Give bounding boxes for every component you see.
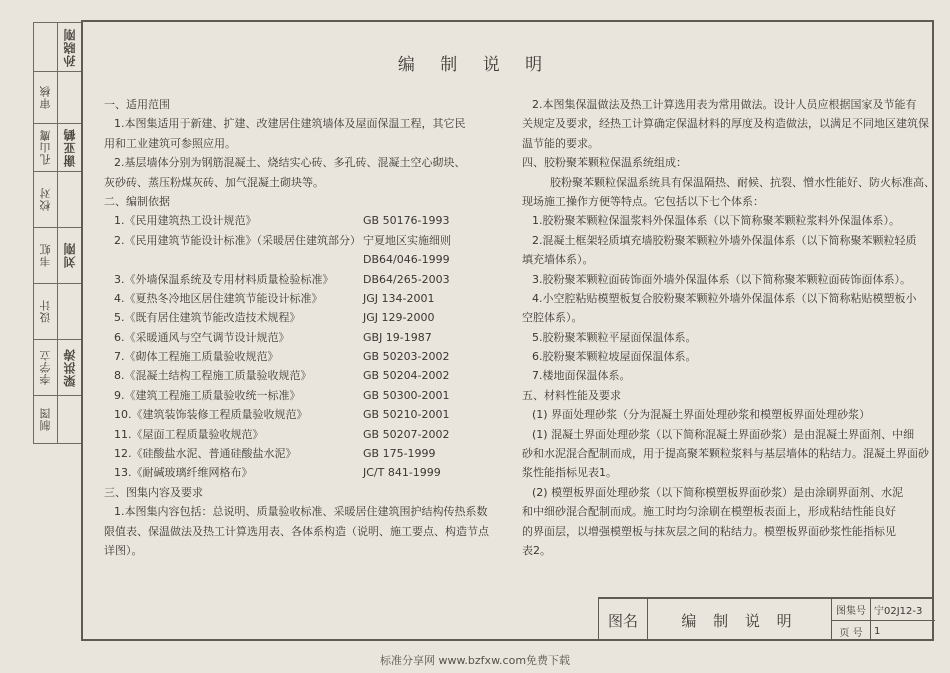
standard-code: GB 50300-2001	[363, 388, 450, 402]
line-text: 1.胶粉聚苯颗粒保温浆料外保温体系（以下简称聚苯颗粒浆料外保温体系）。	[532, 214, 900, 228]
line-text: 2.混凝土框架轻质填充墙胶粉聚苯颗粒外墙外保温体系（以下简称聚苯颗粒轻质	[532, 233, 917, 247]
signature-cell	[34, 395, 81, 443]
signature-role-text: 设计	[38, 299, 52, 323]
text-line	[522, 405, 935, 424]
signature-name-text: 孙晓刚	[63, 27, 77, 67]
line-text: 4.《夏热冬冷地区居住建筑节能设计标准》	[114, 291, 323, 305]
right-text-column	[522, 95, 935, 560]
line-text: 6.《采暖通风与空气调节设计规范》	[114, 330, 290, 344]
text-line	[104, 328, 489, 347]
section-heading	[104, 192, 489, 211]
text-line	[104, 270, 489, 289]
page-number: 1	[874, 625, 881, 637]
line-text: 3.《外墙保温系统及专用材料质量检验标准》	[114, 272, 334, 286]
text-line	[522, 134, 935, 153]
line-text: 12.《硅酸盐水泥、普通硅酸盐水泥》	[114, 447, 297, 461]
text-line	[104, 444, 489, 463]
text-line	[522, 95, 935, 114]
line-text: 2.基层墙体分别为钢筋混凝土、烧结实心砖、多孔砖、混凝土空心砌块、	[114, 156, 466, 170]
line-text: 关规定及要求，经热工计算确定保温材料的厚度及构造做法，以满足不同地区建筑保	[522, 117, 929, 131]
line-text: (1) 界面处理砂浆（分为混凝土界面处理砂浆和模塑板界面处理砂浆）	[532, 408, 871, 422]
signature-role	[34, 283, 58, 339]
line-text: 7.《砌体工程施工质量验收规范》	[114, 350, 279, 364]
line-text: 详图）。	[104, 543, 143, 557]
text-line	[522, 522, 935, 541]
title-block-name-label: 图名	[599, 599, 648, 641]
text-line	[104, 502, 489, 521]
line-text: 灰砂砖、蒸压粉煤灰砖、加气混凝土砌块等。	[104, 175, 324, 189]
signature-name-text: 梁洪涛	[63, 347, 77, 387]
text-line	[522, 425, 935, 444]
standard-code: GB 50203-2002	[363, 350, 450, 364]
line-text: 的界面层，以增强模塑板与抹灰层之间的粘结力。模塑板界面砂浆性能指标见	[522, 524, 896, 538]
text-line	[522, 211, 935, 230]
title-block-drawing-name: 编 制 说 明	[648, 599, 832, 641]
line-text: (1) 混凝土界面处理砂浆（以下简称混凝土界面砂浆）是由混凝土界面剂、中细	[532, 427, 915, 441]
signature-cell	[34, 123, 81, 172]
signature-name	[58, 227, 81, 283]
text-line	[104, 231, 489, 250]
line-text: 10.《建筑装饰装修工程质量验收规范》	[114, 408, 308, 422]
standard-code: JGJ 129-2000	[363, 311, 435, 325]
line-text: 三、图集内容及要求	[104, 485, 203, 499]
line-text: 2.《民用建筑节能设计标准》（采暖居住建筑部分）	[114, 233, 361, 247]
signature-name	[58, 123, 81, 171]
text-line	[104, 173, 489, 192]
text-line	[104, 347, 489, 366]
signature-name	[58, 395, 81, 443]
section-heading	[522, 153, 935, 172]
line-text: (2) 模塑板界面处理砂浆（以下简称模塑板界面砂浆）是由涂刷界面剂、水泥	[532, 485, 904, 499]
line-text: 二、编制依据	[104, 194, 170, 208]
line-text: 1.《民用建筑热工设计规范》	[114, 214, 257, 228]
standard-code: JC/T 841-1999	[363, 466, 441, 480]
line-text: 表2。	[522, 543, 551, 557]
signature-role-text: 制图	[38, 407, 52, 431]
text-line	[104, 405, 489, 424]
page-title: 编 制 说 明	[397, 55, 553, 75]
signature-name-text: 谢亚鹤	[63, 127, 77, 167]
signature-role	[34, 339, 58, 395]
line-text: 1.本图集适用于新建、扩建、改建居住建筑墙体及屋面保温工程，其它民	[114, 117, 466, 131]
line-text: 11.《屋面工程质量验收规范》	[114, 427, 264, 441]
signature-cell	[34, 227, 81, 284]
text-line	[104, 463, 489, 482]
line-text: 8.《混凝土结构工程施工质量验收规范》	[114, 369, 312, 383]
text-line	[522, 463, 935, 482]
text-line	[522, 502, 935, 521]
left-text-column	[104, 95, 489, 560]
text-line	[522, 173, 935, 192]
line-text: 浆性能指标见表1。	[522, 466, 617, 480]
signature-role	[34, 395, 58, 443]
line-text: 四、胶粉聚苯颗粒保温系统组成：	[522, 156, 687, 170]
standard-code: GBJ 19-1987	[363, 330, 432, 344]
signature-role	[34, 71, 58, 123]
text-line	[104, 366, 489, 385]
standard-code: DB64/265-2003	[363, 272, 450, 286]
text-line	[522, 541, 935, 560]
signature-name	[58, 171, 81, 227]
line-text: 限值表、保温做法及热工计算选用表、各体系构造（说明、施工要点、构造节点	[104, 524, 489, 538]
line-text: 和中细砂混合配制而成。施工时均匀涂刷在模塑板表面上，形成粘结性能良好	[522, 505, 896, 519]
signature-strip	[33, 22, 82, 444]
text-line	[104, 211, 489, 230]
signature-cell	[34, 283, 81, 340]
text-line	[104, 541, 489, 560]
signature-role	[34, 171, 58, 227]
text-line	[104, 522, 489, 541]
text-line	[104, 250, 489, 269]
text-line	[522, 308, 935, 327]
text-line	[522, 231, 935, 250]
line-text: 2.本图集保温做法及热工计算选用表为常用做法。设计人员应根据国家及节能有	[532, 98, 917, 111]
line-text: 用和工业建筑可参照应用。	[104, 136, 236, 150]
text-line	[522, 250, 935, 269]
signature-cell	[34, 171, 81, 228]
line-text: 温节能的要求。	[522, 136, 599, 150]
line-text: 空腔体系）。	[522, 311, 583, 325]
standard-code: GB 50210-2001	[363, 408, 450, 422]
standard-code: GB 50176-1993	[363, 214, 450, 228]
line-text: 4.小空腔粘贴模塑板复合胶粉聚苯颗粒外墙外保温体系（以下简称粘贴模塑板小	[532, 291, 917, 305]
line-text: 胶粉聚苯颗粒保温系统具有保温隔热、耐候、抗裂、憎水性能好、防火标准高、	[550, 175, 935, 189]
text-line	[104, 153, 489, 172]
signature-role-text: 韦虹	[38, 243, 52, 267]
section-heading	[522, 386, 935, 405]
title-block-page-row	[832, 621, 935, 641]
text-line	[522, 192, 935, 211]
signature-role	[34, 123, 58, 171]
text-line	[522, 347, 935, 366]
text-line	[522, 114, 935, 133]
text-line	[104, 425, 489, 444]
line-text: 6.胶粉聚苯颗粒坡屋面保温体系。	[532, 350, 697, 364]
line-text: 五、材料性能及要求	[522, 388, 621, 402]
line-text: 1.本图集内容包括：总说明、质量验收标准、采暖居住建筑围护结构传热系数	[114, 505, 488, 519]
text-line	[104, 114, 489, 133]
text-line	[522, 444, 935, 463]
text-line	[104, 308, 489, 327]
line-text: 填充墙体系）。	[522, 253, 594, 267]
text-line	[104, 134, 489, 153]
signature-cell	[34, 339, 81, 396]
line-text: 5.《既有居住建筑节能改造技术规程》	[114, 311, 301, 325]
signature-name	[58, 283, 81, 339]
standard-code: GB 175-1999	[363, 447, 436, 461]
line-text: 5.胶粉聚苯颗粒平屋面保温体系。	[532, 330, 697, 344]
line-text: 9.《建筑工程施工质量验收统一标准》	[114, 388, 301, 402]
line-text: 砂和水泥混合配制而成，用于提高聚苯颗粒浆料与基层墙体的粘结力。混凝土界面砂	[522, 447, 929, 461]
text-line	[522, 366, 935, 385]
signature-role-text: 孔山鹰	[38, 129, 52, 165]
atlas-number: 宁02J12-3	[874, 606, 923, 617]
text-line	[522, 483, 935, 502]
signature-name-text: 刘刚	[63, 242, 77, 268]
line-text: 3.胶粉聚苯颗粒面砖饰面外墙外保温体系（以下简称聚苯颗粒面砖饰面体系）。	[532, 272, 911, 286]
line-text: 7.楼地面保温体系。	[532, 369, 631, 383]
signature-cell	[34, 71, 81, 124]
standard-code: 宁夏地区实施细则	[363, 233, 451, 247]
line-text: 一、适用范围	[104, 98, 170, 111]
signature-role	[34, 227, 58, 283]
text-line	[104, 289, 489, 308]
page-number-label: 页 号	[832, 621, 871, 641]
text-line	[522, 328, 935, 347]
line-text: 13.《耐碱玻璃纤维网格布》	[114, 466, 253, 480]
title-block	[598, 597, 934, 641]
standard-code: JGJ 134-2001	[363, 291, 435, 305]
signature-role-text: 李学立	[38, 349, 52, 385]
atlas-number-label: 图集号	[832, 599, 871, 620]
text-line	[104, 386, 489, 405]
standard-code: GB 50207-2002	[363, 427, 450, 441]
signature-name	[58, 71, 81, 123]
signature-name	[58, 339, 81, 395]
line-text: 现场施工操作方便等特点。它包括以下七个体系：	[522, 194, 764, 208]
footer-watermark-text: 标准分享网 www.bzfxw.com免费下载	[379, 654, 571, 667]
section-heading	[104, 95, 489, 114]
standard-code: GB 50204-2002	[363, 369, 450, 383]
signature-role-text: 审核	[38, 85, 52, 109]
standard-code: DB64/046-1999	[363, 253, 450, 267]
title-block-atlas-row	[832, 599, 935, 621]
signature-role-text: 校对	[38, 187, 52, 211]
text-line	[522, 289, 935, 308]
text-line	[522, 270, 935, 289]
section-heading	[104, 483, 489, 502]
